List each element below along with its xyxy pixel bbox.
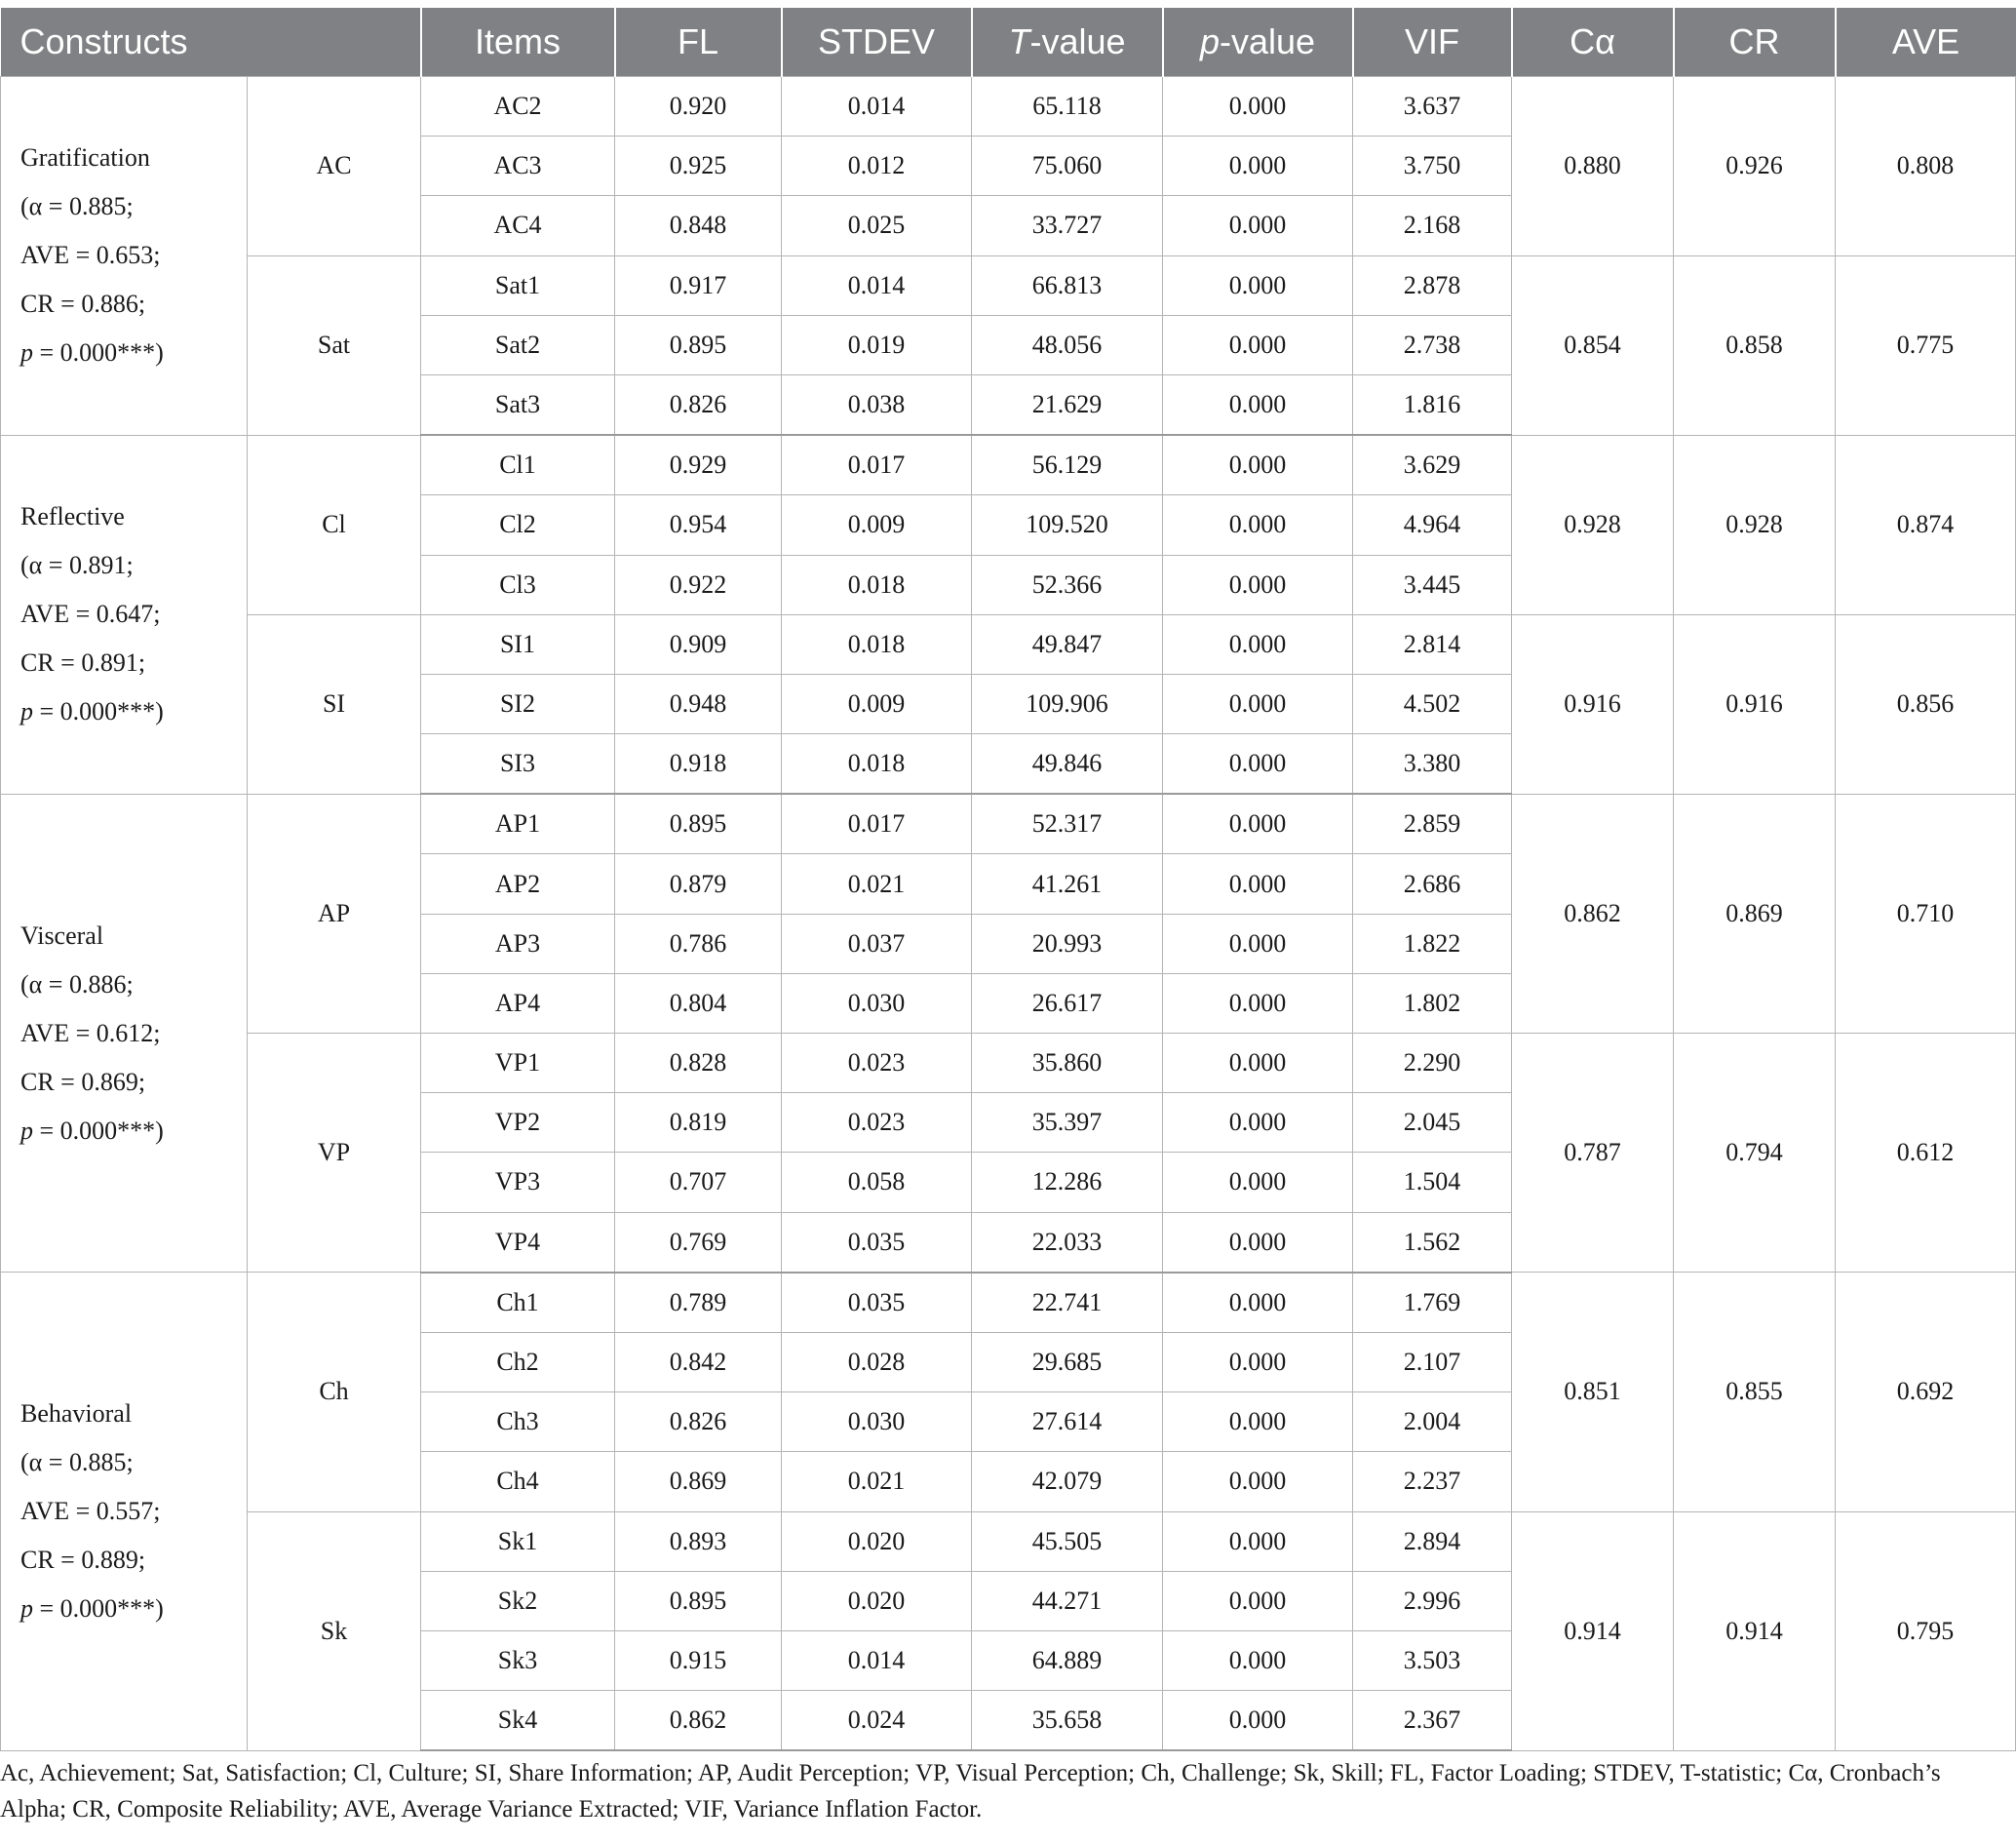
item-cell: Ch2 [421,1332,615,1391]
vif-cell: 2.107 [1353,1332,1512,1391]
vif-cell: 2.996 [1353,1571,1512,1630]
construct-group-name: Behavioral [20,1399,133,1428]
p-value-cell: 0.000 [1163,854,1353,914]
construct-group-alpha: (α = 0.885; [20,1448,134,1476]
p-value-cell: 0.000 [1163,1691,1353,1751]
t-value-cell: 49.846 [972,734,1163,795]
vif-cell: 1.769 [1353,1273,1512,1333]
vif-cell: 2.004 [1353,1392,1512,1452]
item-cell: Sk2 [421,1571,615,1630]
p-value-cell: 0.000 [1163,1093,1353,1153]
vif-cell: 2.686 [1353,854,1512,914]
fl-cell: 0.909 [615,614,782,674]
fl-cell: 0.895 [615,315,782,374]
p-value-cell: 0.000 [1163,1153,1353,1212]
t-value-cell: 49.847 [972,614,1163,674]
header-t-value [972,8,1163,77]
p-value-cell: 0.000 [1163,674,1353,733]
ave-cell: 0.775 [1836,255,2016,435]
item-cell: Sk1 [421,1511,615,1571]
table-row [1,614,2016,674]
fl-cell: 0.707 [615,1153,782,1212]
stdev-cell: 0.035 [782,1273,972,1333]
construct-group-alpha: (α = 0.886; [20,969,134,999]
subconstruct-cell: VP [248,1034,421,1273]
stdev-cell: 0.021 [782,854,972,914]
vif-cell: 2.878 [1353,255,1512,315]
item-cell: Cl3 [421,555,615,614]
fl-cell: 0.879 [615,854,782,914]
p-value-cell: 0.000 [1163,196,1353,255]
p-value-cell: 0.000 [1163,794,1353,854]
table-row [1,77,2016,137]
construct-group-cr: CR = 0.869; [20,1067,146,1096]
construct-group-p-rest: = 0.000***) [33,1594,164,1623]
construct-group-p-italic: p [20,338,33,368]
t-value-cell: 35.860 [972,1034,1163,1093]
stdev-cell: 0.025 [782,196,972,255]
construct-group-p-rest: = 0.000***) [33,697,164,726]
subconstruct-cell: Sk [248,1511,421,1750]
stdev-cell: 0.023 [782,1093,972,1153]
ave-cell: 0.856 [1836,614,2016,794]
vif-cell: 3.637 [1353,77,1512,137]
header-row [1,8,2016,77]
cr-cell: 0.926 [1674,77,1836,256]
item-cell: Ch4 [421,1452,615,1511]
construct-group-name: Gratification [20,143,150,173]
vif-cell: 2.367 [1353,1691,1512,1751]
p-value-cell: 0.000 [1163,1273,1353,1333]
calpha-cell: 0.916 [1512,614,1674,794]
fl-cell: 0.819 [615,1093,782,1153]
vif-cell: 2.859 [1353,794,1512,854]
subconstruct-cell: AP [248,794,421,1033]
construct-group-name: Reflective [20,502,125,531]
subconstruct-cell: Sat [248,255,421,435]
table-row [1,435,2016,495]
header-t-value-italic: T [1008,21,1030,61]
stdev-cell: 0.019 [782,315,972,374]
stdev-cell: 0.017 [782,794,972,854]
t-value-cell: 29.685 [972,1332,1163,1391]
p-value-cell: 0.000 [1163,435,1353,495]
construct-group-cell [1,1273,248,1751]
subconstruct-cell: Ch [248,1273,421,1511]
vif-cell: 1.562 [1353,1212,1512,1273]
p-value-cell: 0.000 [1163,1511,1353,1571]
vif-cell: 3.380 [1353,734,1512,795]
t-value-cell: 65.118 [972,77,1163,137]
t-value-cell: 12.286 [972,1153,1163,1212]
item-cell: VP2 [421,1093,615,1153]
calpha-cell: 0.914 [1512,1511,1674,1750]
cr-cell: 0.855 [1674,1273,1836,1511]
stdev-cell: 0.012 [782,137,972,196]
fl-cell: 0.895 [615,1571,782,1630]
header-p-value-italic: p [1199,21,1220,61]
construct-group-cr: CR = 0.889; [20,1546,146,1574]
construct-group-p-italic: p [20,697,33,726]
ave-cell: 0.612 [1836,1034,2016,1273]
construct-group-cell [1,435,248,794]
subconstruct-cell: SI [248,614,421,794]
item-cell: Sat3 [421,374,615,435]
cr-cell: 0.858 [1674,255,1836,435]
fl-cell: 0.925 [615,137,782,196]
construct-group-cr: CR = 0.891; [20,648,146,678]
stdev-cell: 0.018 [782,614,972,674]
item-cell: Sk4 [421,1691,615,1751]
vif-cell: 1.504 [1353,1153,1512,1212]
stdev-cell: 0.014 [782,1630,972,1690]
item-cell: AP4 [421,973,615,1033]
t-value-cell: 48.056 [972,315,1163,374]
stdev-cell: 0.030 [782,1392,972,1452]
vif-cell: 4.964 [1353,495,1512,555]
p-value-cell: 0.000 [1163,1332,1353,1391]
construct-group-cell [1,77,248,436]
header-cr: CR [1674,8,1836,77]
p-value-cell: 0.000 [1163,495,1353,555]
t-value-cell: 35.658 [972,1691,1163,1751]
fl-cell: 0.918 [615,734,782,795]
p-value-cell: 0.000 [1163,734,1353,795]
vif-cell: 2.045 [1353,1093,1512,1153]
fl-cell: 0.922 [615,555,782,614]
calpha-cell: 0.851 [1512,1273,1674,1511]
vif-cell: 4.502 [1353,674,1512,733]
item-cell: Cl2 [421,495,615,555]
t-value-cell: 56.129 [972,435,1163,495]
header-t-value-rest: -value [1029,21,1126,61]
p-value-cell: 0.000 [1163,973,1353,1033]
p-value-cell: 0.000 [1163,255,1353,315]
fl-cell: 0.954 [615,495,782,555]
item-cell: AC4 [421,196,615,255]
t-value-cell: 75.060 [972,137,1163,196]
table-row [1,1273,2016,1333]
t-value-cell: 22.741 [972,1273,1163,1333]
stdev-cell: 0.018 [782,555,972,614]
t-value-cell: 52.317 [972,794,1163,854]
item-cell: AP3 [421,914,615,973]
construct-group-ave: AVE = 0.647; [20,600,161,629]
p-value-cell: 0.000 [1163,1034,1353,1093]
item-cell: AP1 [421,794,615,854]
construct-group-p-italic: p [20,1116,33,1145]
construct-group-ave: AVE = 0.557; [20,1497,161,1525]
construct-group-cr: CR = 0.886; [20,290,146,319]
t-value-cell: 109.520 [972,495,1163,555]
construct-group-p-rest: = 0.000***) [33,338,164,368]
stdev-cell: 0.028 [782,1332,972,1391]
cr-cell: 0.869 [1674,794,1836,1033]
calpha-cell: 0.854 [1512,255,1674,435]
fl-cell: 0.842 [615,1332,782,1391]
construct-group-alpha: (α = 0.885; [20,192,134,221]
cr-cell: 0.928 [1674,435,1836,614]
vif-cell: 2.168 [1353,196,1512,255]
p-value-cell: 0.000 [1163,374,1353,435]
fl-cell: 0.848 [615,196,782,255]
t-value-cell: 109.906 [972,674,1163,733]
table-footnote: Ac, Achievement; Sat, Satisfaction; Cl, Culture; SI, Share Information; AP, Audit Perception; VP, Visual Perception; Ch, Challenge; Sk, Skill; FL, Factor Loading; STDEV, T-statistic; Cα, Cronbach’s Alpha; CR, Composite Reliability; AVE, Average Variance Extracted; VIF, Variance Inflation Factor. [0,1760,1941,1822]
vif-cell: 2.814 [1353,614,1512,674]
ave-cell: 0.795 [1836,1511,2016,1750]
construct-group-name: Visceral [20,921,104,950]
vif-cell: 2.894 [1353,1511,1512,1571]
header-p-value-rest: -value [1219,21,1316,61]
calpha-cell: 0.880 [1512,77,1674,256]
p-value-cell: 0.000 [1163,614,1353,674]
measurement-model-table-container [0,8,2016,1751]
construct-group-p-italic: p [20,1594,33,1623]
t-value-cell: 41.261 [972,854,1163,914]
stdev-cell: 0.058 [782,1153,972,1212]
construct-group-p [20,687,247,736]
stdev-cell: 0.018 [782,734,972,795]
stdev-cell: 0.037 [782,914,972,973]
calpha-cell: 0.862 [1512,794,1674,1033]
vif-cell: 2.237 [1353,1452,1512,1511]
item-cell: Ch3 [421,1392,615,1452]
ave-cell: 0.692 [1836,1273,2016,1511]
item-cell: VP3 [421,1153,615,1212]
cr-cell: 0.914 [1674,1511,1836,1750]
stdev-cell: 0.021 [782,1452,972,1511]
t-value-cell: 52.366 [972,555,1163,614]
cr-cell: 0.794 [1674,1034,1836,1273]
t-value-cell: 35.397 [972,1093,1163,1153]
header-stdev: STDEV [782,8,972,77]
table-body [1,77,2016,1751]
t-value-cell: 21.629 [972,374,1163,435]
fl-cell: 0.917 [615,255,782,315]
stdev-cell: 0.030 [782,973,972,1033]
header-calpha: Cα [1512,8,1674,77]
fl-cell: 0.920 [615,77,782,137]
vif-cell: 1.802 [1353,973,1512,1033]
fl-cell: 0.895 [615,794,782,854]
stdev-cell: 0.023 [782,1034,972,1093]
fl-cell: 0.929 [615,435,782,495]
item-cell: VP4 [421,1212,615,1273]
stdev-cell: 0.024 [782,1691,972,1751]
subconstruct-cell: AC [248,77,421,256]
cr-cell: 0.916 [1674,614,1836,794]
vif-cell: 2.738 [1353,315,1512,374]
item-cell: VP1 [421,1034,615,1093]
p-value-cell: 0.000 [1163,77,1353,137]
item-cell: Cl1 [421,435,615,495]
p-value-cell: 0.000 [1163,914,1353,973]
item-cell: AC2 [421,77,615,137]
fl-cell: 0.828 [615,1034,782,1093]
header-items: Items [421,8,615,77]
item-cell: SI3 [421,734,615,795]
table-row [1,1034,2016,1093]
vif-cell: 3.445 [1353,555,1512,614]
measurement-model-table [0,8,2016,1751]
vif-cell: 3.750 [1353,137,1512,196]
t-value-cell: 26.617 [972,973,1163,1033]
p-value-cell: 0.000 [1163,1571,1353,1630]
stdev-cell: 0.035 [782,1212,972,1273]
construct-group-alpha: (α = 0.891; [20,551,134,580]
t-value-cell: 33.727 [972,196,1163,255]
t-value-cell: 27.614 [972,1392,1163,1452]
fl-cell: 0.915 [615,1630,782,1690]
stdev-cell: 0.009 [782,674,972,733]
p-value-cell: 0.000 [1163,555,1353,614]
calpha-cell: 0.928 [1512,435,1674,614]
construct-group-ave: AVE = 0.612; [20,1018,161,1047]
item-cell: AP2 [421,854,615,914]
table-row [1,794,2016,854]
vif-cell: 2.290 [1353,1034,1512,1093]
stdev-cell: 0.017 [782,435,972,495]
stdev-cell: 0.014 [782,77,972,137]
stdev-cell: 0.020 [782,1571,972,1630]
item-cell: AC3 [421,137,615,196]
stdev-cell: 0.009 [782,495,972,555]
t-value-cell: 20.993 [972,914,1163,973]
construct-group-ave: AVE = 0.653; [20,241,161,270]
fl-cell: 0.862 [615,1691,782,1751]
fl-cell: 0.948 [615,674,782,733]
header-ave: AVE [1836,8,2016,77]
header-constructs: Constructs [1,8,421,77]
ave-cell: 0.874 [1836,435,2016,614]
fl-cell: 0.804 [615,973,782,1033]
stdev-cell: 0.020 [782,1511,972,1571]
vif-cell: 1.816 [1353,374,1512,435]
construct-group-p [20,1107,247,1156]
subconstruct-cell: Cl [248,435,421,614]
t-value-cell: 42.079 [972,1452,1163,1511]
item-cell: Sat2 [421,315,615,374]
header-vif: VIF [1353,8,1512,77]
p-value-cell: 0.000 [1163,1630,1353,1690]
calpha-cell: 0.787 [1512,1034,1674,1273]
fl-cell: 0.789 [615,1273,782,1333]
p-value-cell: 0.000 [1163,315,1353,374]
fl-cell: 0.826 [615,1392,782,1452]
item-cell: SI2 [421,674,615,733]
t-value-cell: 66.813 [972,255,1163,315]
ave-cell: 0.808 [1836,77,2016,256]
fl-cell: 0.869 [615,1452,782,1511]
t-value-cell: 44.271 [972,1571,1163,1630]
fl-cell: 0.786 [615,914,782,973]
p-value-cell: 0.000 [1163,1212,1353,1273]
stdev-cell: 0.038 [782,374,972,435]
item-cell: Ch1 [421,1273,615,1333]
header-fl: FL [615,8,782,77]
construct-group-p [20,1585,247,1633]
p-value-cell: 0.000 [1163,1452,1353,1511]
vif-cell: 3.503 [1353,1630,1512,1690]
table-row [1,255,2016,315]
construct-group-p-rest: = 0.000***) [33,1116,164,1145]
vif-cell: 1.822 [1353,914,1512,973]
fl-cell: 0.769 [615,1212,782,1273]
vif-cell: 3.629 [1353,435,1512,495]
header-p-value [1163,8,1353,77]
table-row [1,1511,2016,1571]
t-value-cell: 64.889 [972,1630,1163,1690]
item-cell: SI1 [421,614,615,674]
t-value-cell: 22.033 [972,1212,1163,1273]
item-cell: Sat1 [421,255,615,315]
t-value-cell: 45.505 [972,1511,1163,1571]
fl-cell: 0.826 [615,374,782,435]
fl-cell: 0.893 [615,1511,782,1571]
item-cell: Sk3 [421,1630,615,1690]
construct-group-p [20,329,247,377]
construct-group-cell [1,794,248,1273]
ave-cell: 0.710 [1836,794,2016,1033]
stdev-cell: 0.014 [782,255,972,315]
p-value-cell: 0.000 [1163,1392,1353,1452]
p-value-cell: 0.000 [1163,137,1353,196]
